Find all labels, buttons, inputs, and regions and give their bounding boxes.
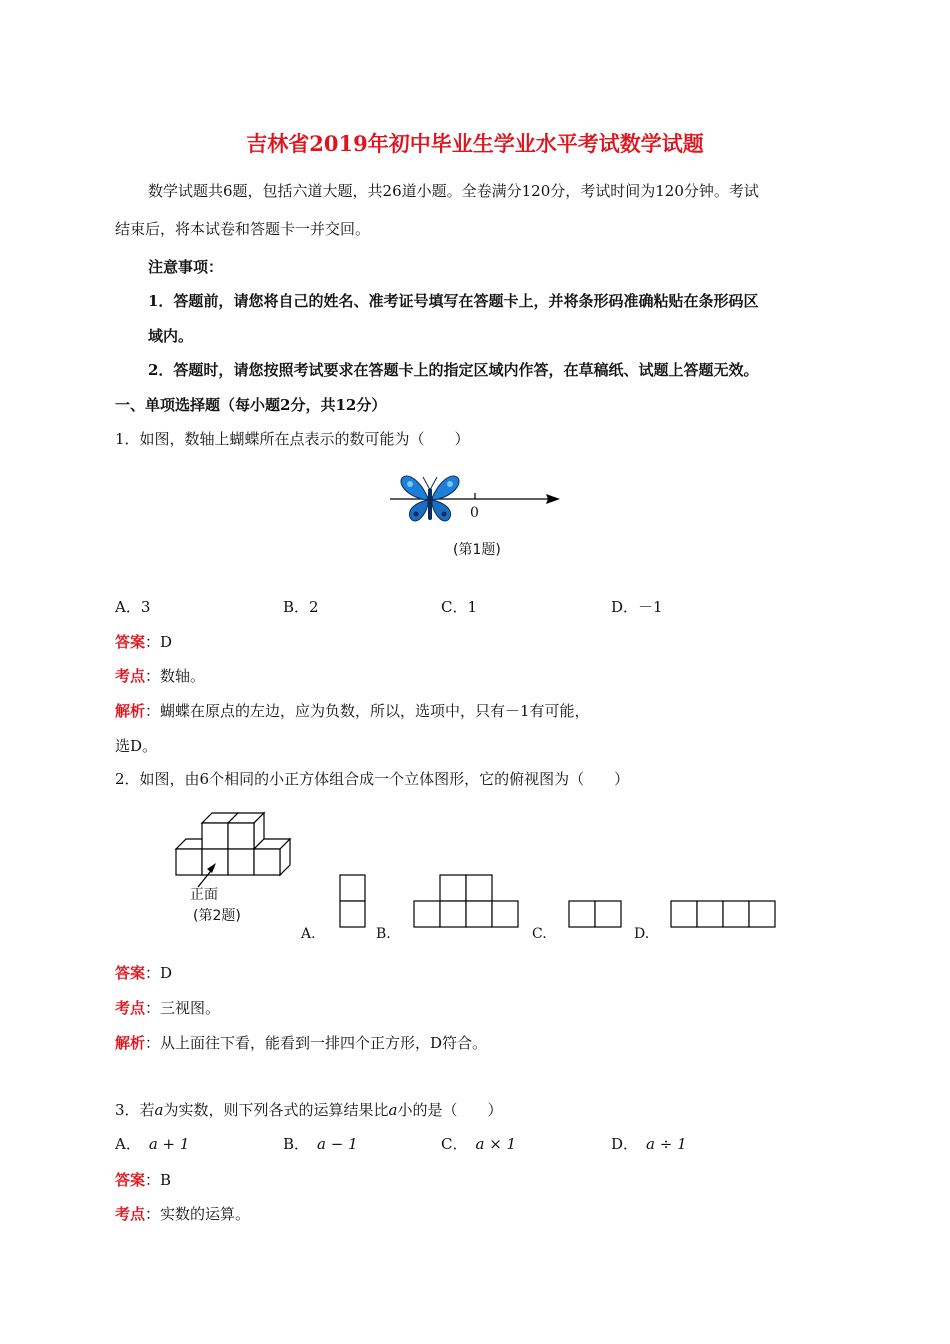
q3-stem-mid: 为实数，则下列各式的运算结果比: [163, 1101, 389, 1119]
q1-answer: [115, 631, 172, 652]
q3-option-d: [611, 1133, 687, 1154]
answer-value: ：D: [145, 964, 173, 982]
q1-option-c: C．1: [441, 598, 478, 616]
answer-label: 答案: [115, 964, 146, 982]
q2-option-c-figure: [568, 900, 624, 928]
analysis-label: 解析: [115, 1034, 146, 1052]
q3-key-point: [115, 1203, 250, 1224]
key-point-label: 考点: [115, 999, 146, 1017]
q1-number-line-figure: [380, 470, 580, 535]
option-expression: a + 1: [148, 1135, 190, 1153]
q3-stem-pre: 3．若: [115, 1101, 155, 1119]
option-expression: a − 1: [317, 1135, 358, 1153]
answer-value: ：D: [145, 633, 173, 651]
answer-value: ：B: [145, 1171, 172, 1189]
q3-option-b: [283, 1133, 358, 1154]
answer-label: 答案: [115, 633, 146, 651]
analysis-value: ：蝴蝶在原点的左边，应为负数，所以，选项中，只有－1有可能，: [145, 702, 590, 720]
q3-option-a: [115, 1133, 189, 1154]
notice-item-1: 1．答题前，请您将自己的姓名、准考证号填写在答题卡上，并将条形码准确粘贴在条形码区: [148, 292, 759, 310]
q3-variable-2: a: [388, 1101, 398, 1119]
q3-variable: a: [154, 1101, 164, 1119]
q1-option-b: B．2: [283, 598, 319, 616]
answer-label: 答案: [115, 1171, 146, 1189]
notice-item-2: 2．答题时，请您按照考试要求在答题卡上的指定区域内作答，在草稿纸、试题上答题无效。: [148, 361, 759, 379]
notice-heading: 注意事项：: [148, 258, 224, 276]
q2-option-a-figure: [339, 874, 367, 928]
key-point-label: 考点: [115, 1205, 146, 1223]
document-title: 吉林省2019年初中毕业生学业水平考试数学试题: [246, 131, 704, 156]
q1-analysis: [115, 700, 590, 721]
q1-option-d: D．－1: [611, 598, 663, 616]
front-label: 正面: [190, 887, 218, 903]
intro-line-1: 数学试题共6题，包括六道大题，共26道小题。全卷满分120分，考试时间为120分钟。考试: [148, 182, 759, 200]
q3-option-c: [441, 1133, 516, 1154]
q1-figure-caption: (第1题): [453, 542, 501, 558]
q1-stem: 1．如图，数轴上蝴蝶所在点表示的数可能为（ ）: [115, 430, 470, 448]
q1-analysis-cont: 选D。: [115, 737, 158, 755]
axis-zero-label: 0: [470, 505, 479, 521]
q3-stem: [115, 1099, 502, 1120]
key-point-value: ：三视图。: [145, 999, 221, 1017]
q2-answer: [115, 962, 172, 983]
q1-key-point: [115, 665, 205, 686]
q2-analysis: [115, 1032, 487, 1053]
q2-cube-figure: [170, 805, 300, 890]
option-expression: a ÷ 1: [646, 1135, 687, 1153]
analysis-label: 解析: [115, 702, 146, 720]
q2-option-c: C.: [532, 926, 547, 942]
q2-option-b-figure: [413, 874, 521, 928]
number-line-arrow: [546, 494, 560, 504]
notice-item-1-cont: 域内。: [148, 327, 194, 345]
key-point-value: ：实数的运算。: [145, 1205, 251, 1223]
q2-figure-caption: (第2题): [193, 908, 241, 924]
section-1-heading: 一、单项选择题（每小题2分，共12分）: [115, 396, 387, 414]
q2-option-d-figure: [670, 900, 778, 928]
intro-line-2: 结束后，将本试卷和答题卡一并交回。: [115, 220, 371, 238]
option-label: D．: [611, 1135, 639, 1153]
q3-stem-post: 小的是（ ）: [397, 1101, 503, 1119]
key-point-value: ：数轴。: [145, 667, 206, 685]
key-point-label: 考点: [115, 667, 146, 685]
q1-option-a: A．3: [115, 598, 151, 616]
option-label: B．: [283, 1135, 310, 1153]
option-label: C．: [441, 1135, 468, 1153]
q2-option-a: A.: [301, 926, 316, 942]
analysis-value: ：从上面往下看，能看到一排四个正方形，D符合。: [145, 1034, 488, 1052]
option-expression: a × 1: [475, 1135, 517, 1153]
q2-key-point: [115, 997, 220, 1018]
q2-stem: 2．如图，由6个相同的小正方体组合成一个立体图形，它的俯视图为（ ）: [115, 770, 630, 788]
option-label: A．: [115, 1135, 141, 1153]
q2-option-d: D.: [634, 926, 650, 942]
q2-option-b: B.: [376, 926, 391, 942]
q3-answer: [115, 1169, 171, 1190]
